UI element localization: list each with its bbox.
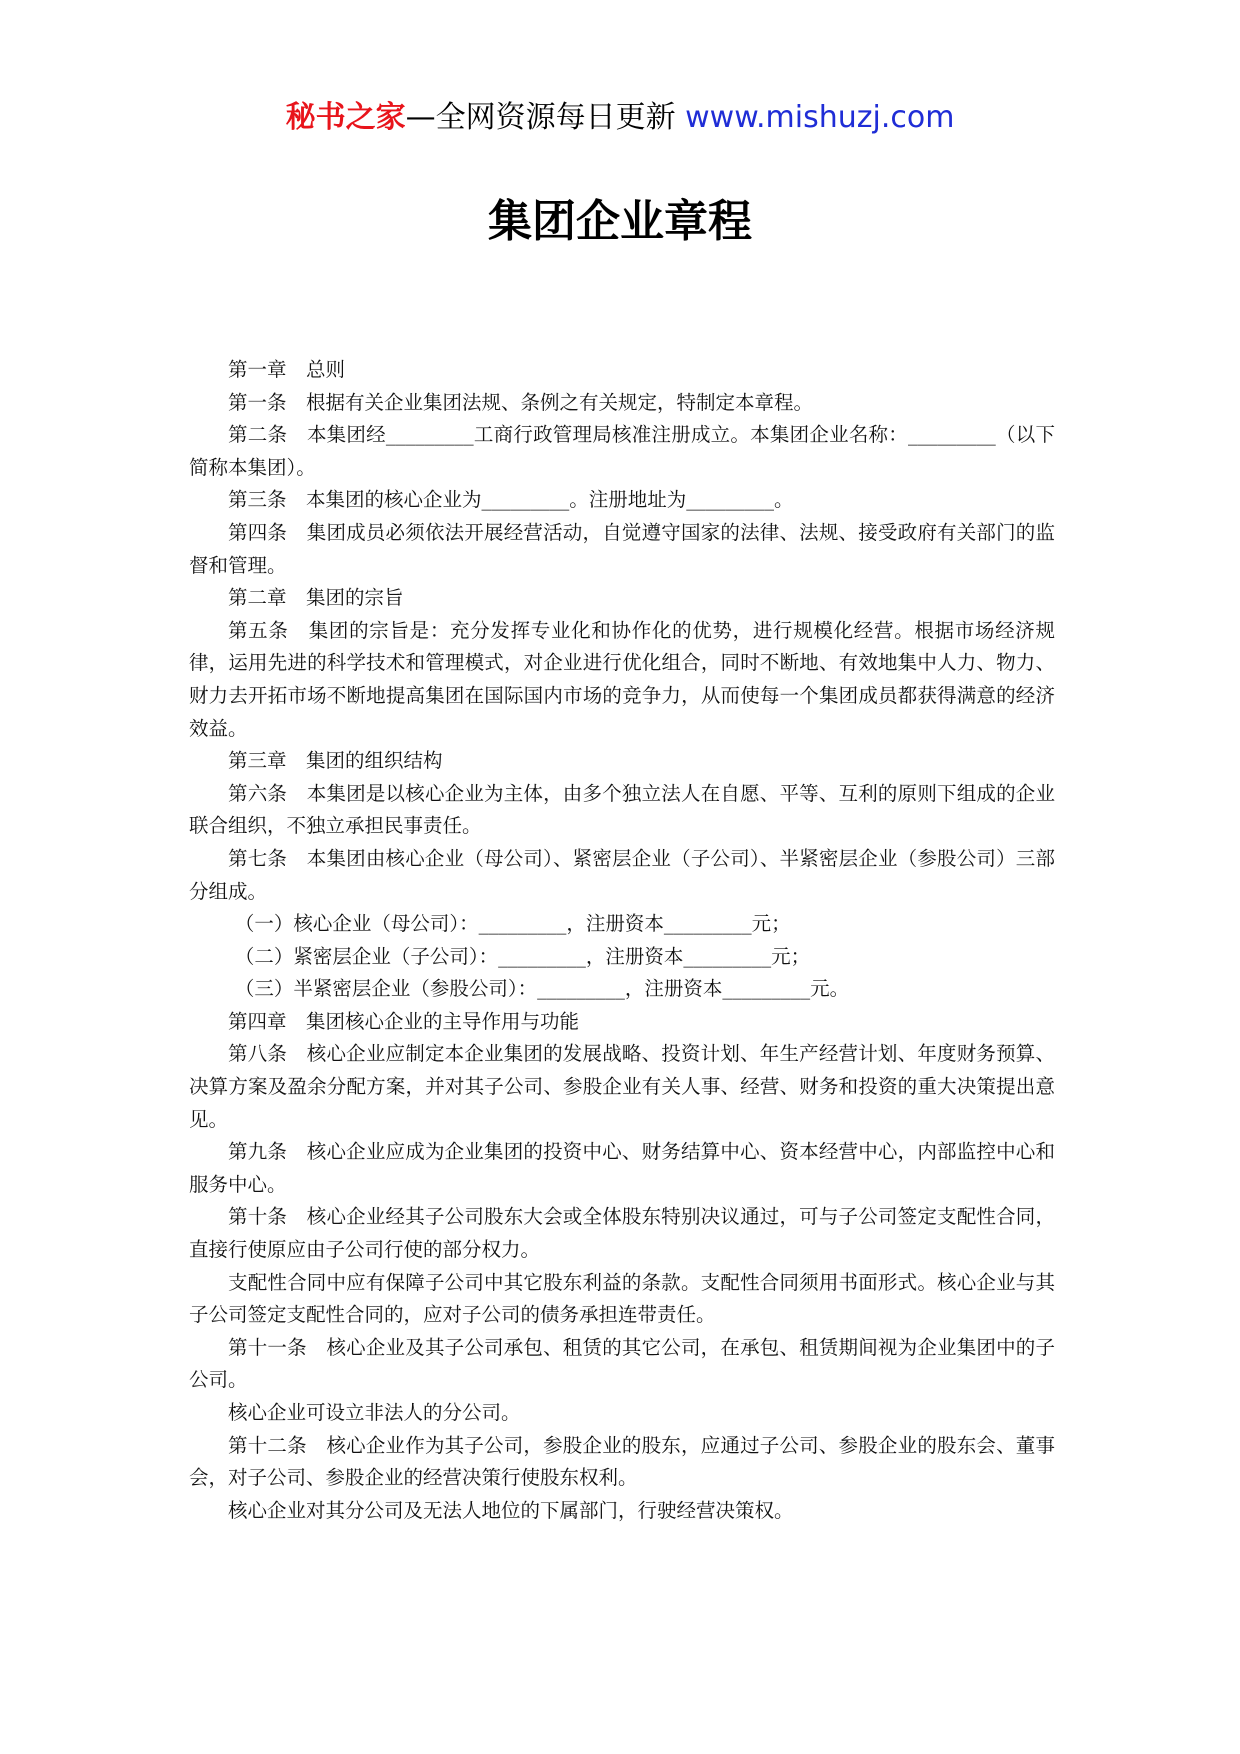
article-paragraph: 第十二条 核心企业作为其子公司，参股企业的股东，应通过子公司、参股企业的股东会、董事会，对子公司、参股企业的经营决策行使股东权利。 [189,1433,1055,1490]
site-banner [0,98,1240,138]
article-paragraph: 第二条 本集团经_________工商行政管理局核准注册成立。本集团企业名称：_________（以下简称本集团）。 [189,423,1055,479]
article-paragraph: 第七条 本集团由核心企业（母公司）、紧密层企业（子公司）、半紧密层企业（参股公司）三部分组成。 [189,846,1055,903]
article-paragraph: 第三条 本集团的核心企业为_________。注册地址为_________。 [228,488,794,512]
document-title: 集团企业章程 [488,196,752,247]
article-paragraph: 核心企业可设立非法人的分公司。 [228,1401,521,1424]
list-item: （一）核心企业（母公司）：_________，注册资本_________元； [234,912,791,936]
list-item: （二）紧密层企业（子公司）：_________，注册资本_________元； [234,944,811,968]
article-paragraph: 支配性合同中应有保障子公司中其它股东利益的条款。支配性合同须用书面形式。核心企业与其子公司签定支配性合同的，应对子公司的债务承担连带责任。 [189,1270,1055,1327]
article-paragraph: 第四条 集团成员必须依法开展经营活动，自觉遵守国家的法律、法规、接受政府有关部门的监督和管理。 [189,520,1055,577]
article-paragraph: 第九条 核心企业应成为企业集团的投资中心、财务结算中心、资本经营中心，内部监控中心和服务中心。 [189,1140,1055,1196]
article-paragraph: 第六条 本集团是以核心企业为主体，由多个独立法人在自愿、平等、互利的原则下组成的企业联合组织，不独立承担民事责任。 [189,781,1055,838]
document-body [189,354,1055,1527]
banner-tagline: —全网资源每日更新 [405,100,676,135]
chapter-heading: 第二章 集团的宗旨 [228,586,404,610]
site-url[interactable]: www.mishuzj.com [685,100,955,135]
chapter-heading: 第三章 集团的组织结构 [228,749,443,773]
article-paragraph: 第五条 集团的宗旨是：充分发挥专业化和协作化的优势，进行规模化经营。根据市场经济规律，运用先进的科学技术和管理模式，对企业进行优化组合，同时不断地、有效地集中人力、物力、财力去开拓市场不断地提高集团在国际国内市场的竞争力，从而使每一个集团成员都获得满意的经济效益。 [189,618,1055,740]
article-paragraph: 第一条 根据有关企业集团法规、条例之有关规定，特制定本章程。 [228,390,814,414]
chapter-heading: 第四章 集团核心企业的主导作用与功能 [228,1009,580,1033]
article-paragraph: 第八条 核心企业应制定本企业集团的发展战略、投资计划、年生产经营计划、年度财务预算、决算方案及盈余分配方案，并对其子公司、参股企业有关人事、经营、财务和投资的重大决策提出意见。 [189,1042,1055,1131]
chapter-heading: 第一章 总则 [228,358,346,381]
article-paragraph: 第十一条 核心企业及其子公司承包、租赁的其它公司，在承包、租赁期间视为企业集团中的子公司。 [189,1335,1055,1392]
brand-name: 秘书之家 [285,100,406,135]
list-item: （三）半紧密层企业（参股公司）：_________，注册资本_________元。 [234,977,850,1001]
article-paragraph: 第十条 核心企业经其子公司股东大会或全体股东特别决议通过，可与子公司签定支配性合同，直接行使原应由子公司行使的部分权力。 [189,1205,1055,1262]
article-paragraph: 核心企业对其分公司及无法人地位的下属部门，行驶经营决策权。 [228,1498,794,1522]
